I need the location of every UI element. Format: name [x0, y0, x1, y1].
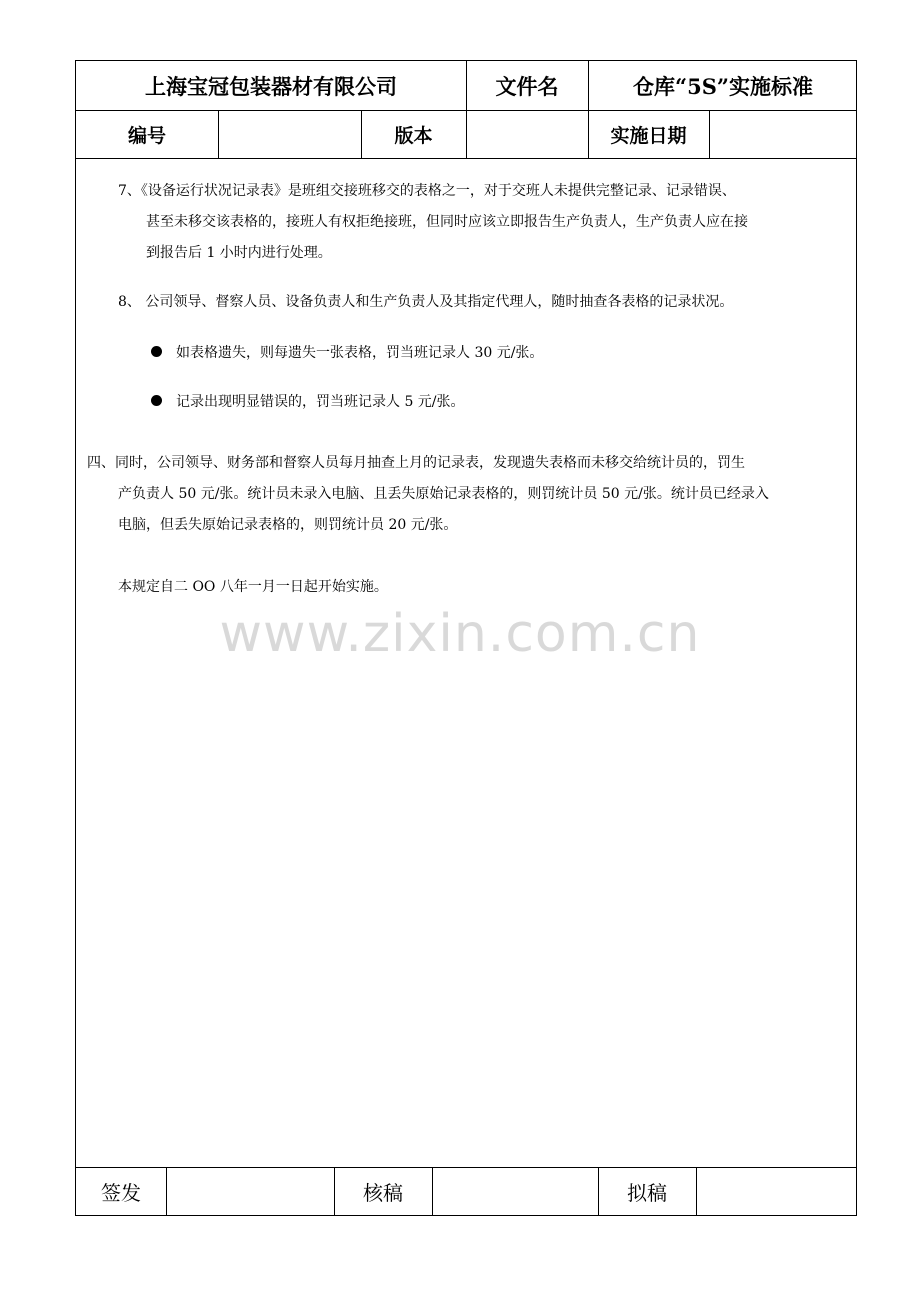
bullet-dot-icon [151, 346, 162, 357]
version-value [466, 110, 588, 158]
bullet-dot-icon [151, 395, 162, 406]
version-label: 版本 [394, 124, 433, 147]
bullet-item-1 [151, 338, 543, 369]
watermark: www.zixin.com.cn [219, 604, 701, 664]
effective-date-value [709, 110, 858, 158]
header-divider-2 [76, 158, 856, 159]
item-7-line-1: 7、《设备运行状况记录表》是班组交接班移交的表格之一，对于交班人未提供完整记录、记录错误、 [118, 183, 736, 199]
issue-value [166, 1167, 334, 1215]
file-name-value: 仓库“5S”实施标准 [633, 73, 813, 99]
number-value [218, 110, 361, 158]
item-8: 8、 公司领导、督察人员、设备负责人和生产负责人及其指定代理人，随时抽查各表格的记录状况。 [118, 294, 734, 310]
draft-label: 拟稿 [627, 1180, 667, 1205]
item-7-line-3: 到报告后 1 小时内进行处理。 [146, 245, 332, 261]
bullet-item-2-text: 记录出现明显错误的，罚当班记录人 5 元/张。 [176, 394, 465, 410]
company-name: 上海宝冠包装器材有限公司 [145, 73, 397, 99]
review-label: 核稿 [363, 1180, 403, 1205]
bullet-item-2 [151, 387, 465, 418]
issue-label: 签发 [101, 1180, 141, 1205]
bullet-item-1-text: 如表格遗失，则每遗失一张表格，罚当班记录人 30 元/张。 [176, 345, 544, 361]
effective-date-label: 实施日期 [610, 124, 687, 147]
item-7-line-2: 甚至未移交该表格的，接班人有权拒绝接班，但同时应该立即报告生产负责人，生产负责人应在接 [146, 214, 748, 230]
section-4-line-2: 产负责人 50 元/张。统计员未录入电脑、且丢失原始记录表格的，则罚统计员 50 元/张。统计员已经录入 [118, 486, 769, 502]
draft-value [696, 1167, 858, 1215]
effective-statement: 本规定自二 OO 八年一月一日起开始实施。 [118, 579, 388, 595]
number-label: 编号 [127, 124, 166, 147]
review-value [432, 1167, 598, 1215]
section-4-line-1: 四、同时，公司领导、财务部和督察人员每月抽查上月的记录表，发现遗失表格而未移交给统计员的，罚生 [87, 455, 745, 471]
file-name-label: 文件名 [495, 73, 559, 99]
section-4-line-3: 电脑，但丢失原始记录表格的，则罚统计员 20 元/张。 [118, 517, 458, 533]
